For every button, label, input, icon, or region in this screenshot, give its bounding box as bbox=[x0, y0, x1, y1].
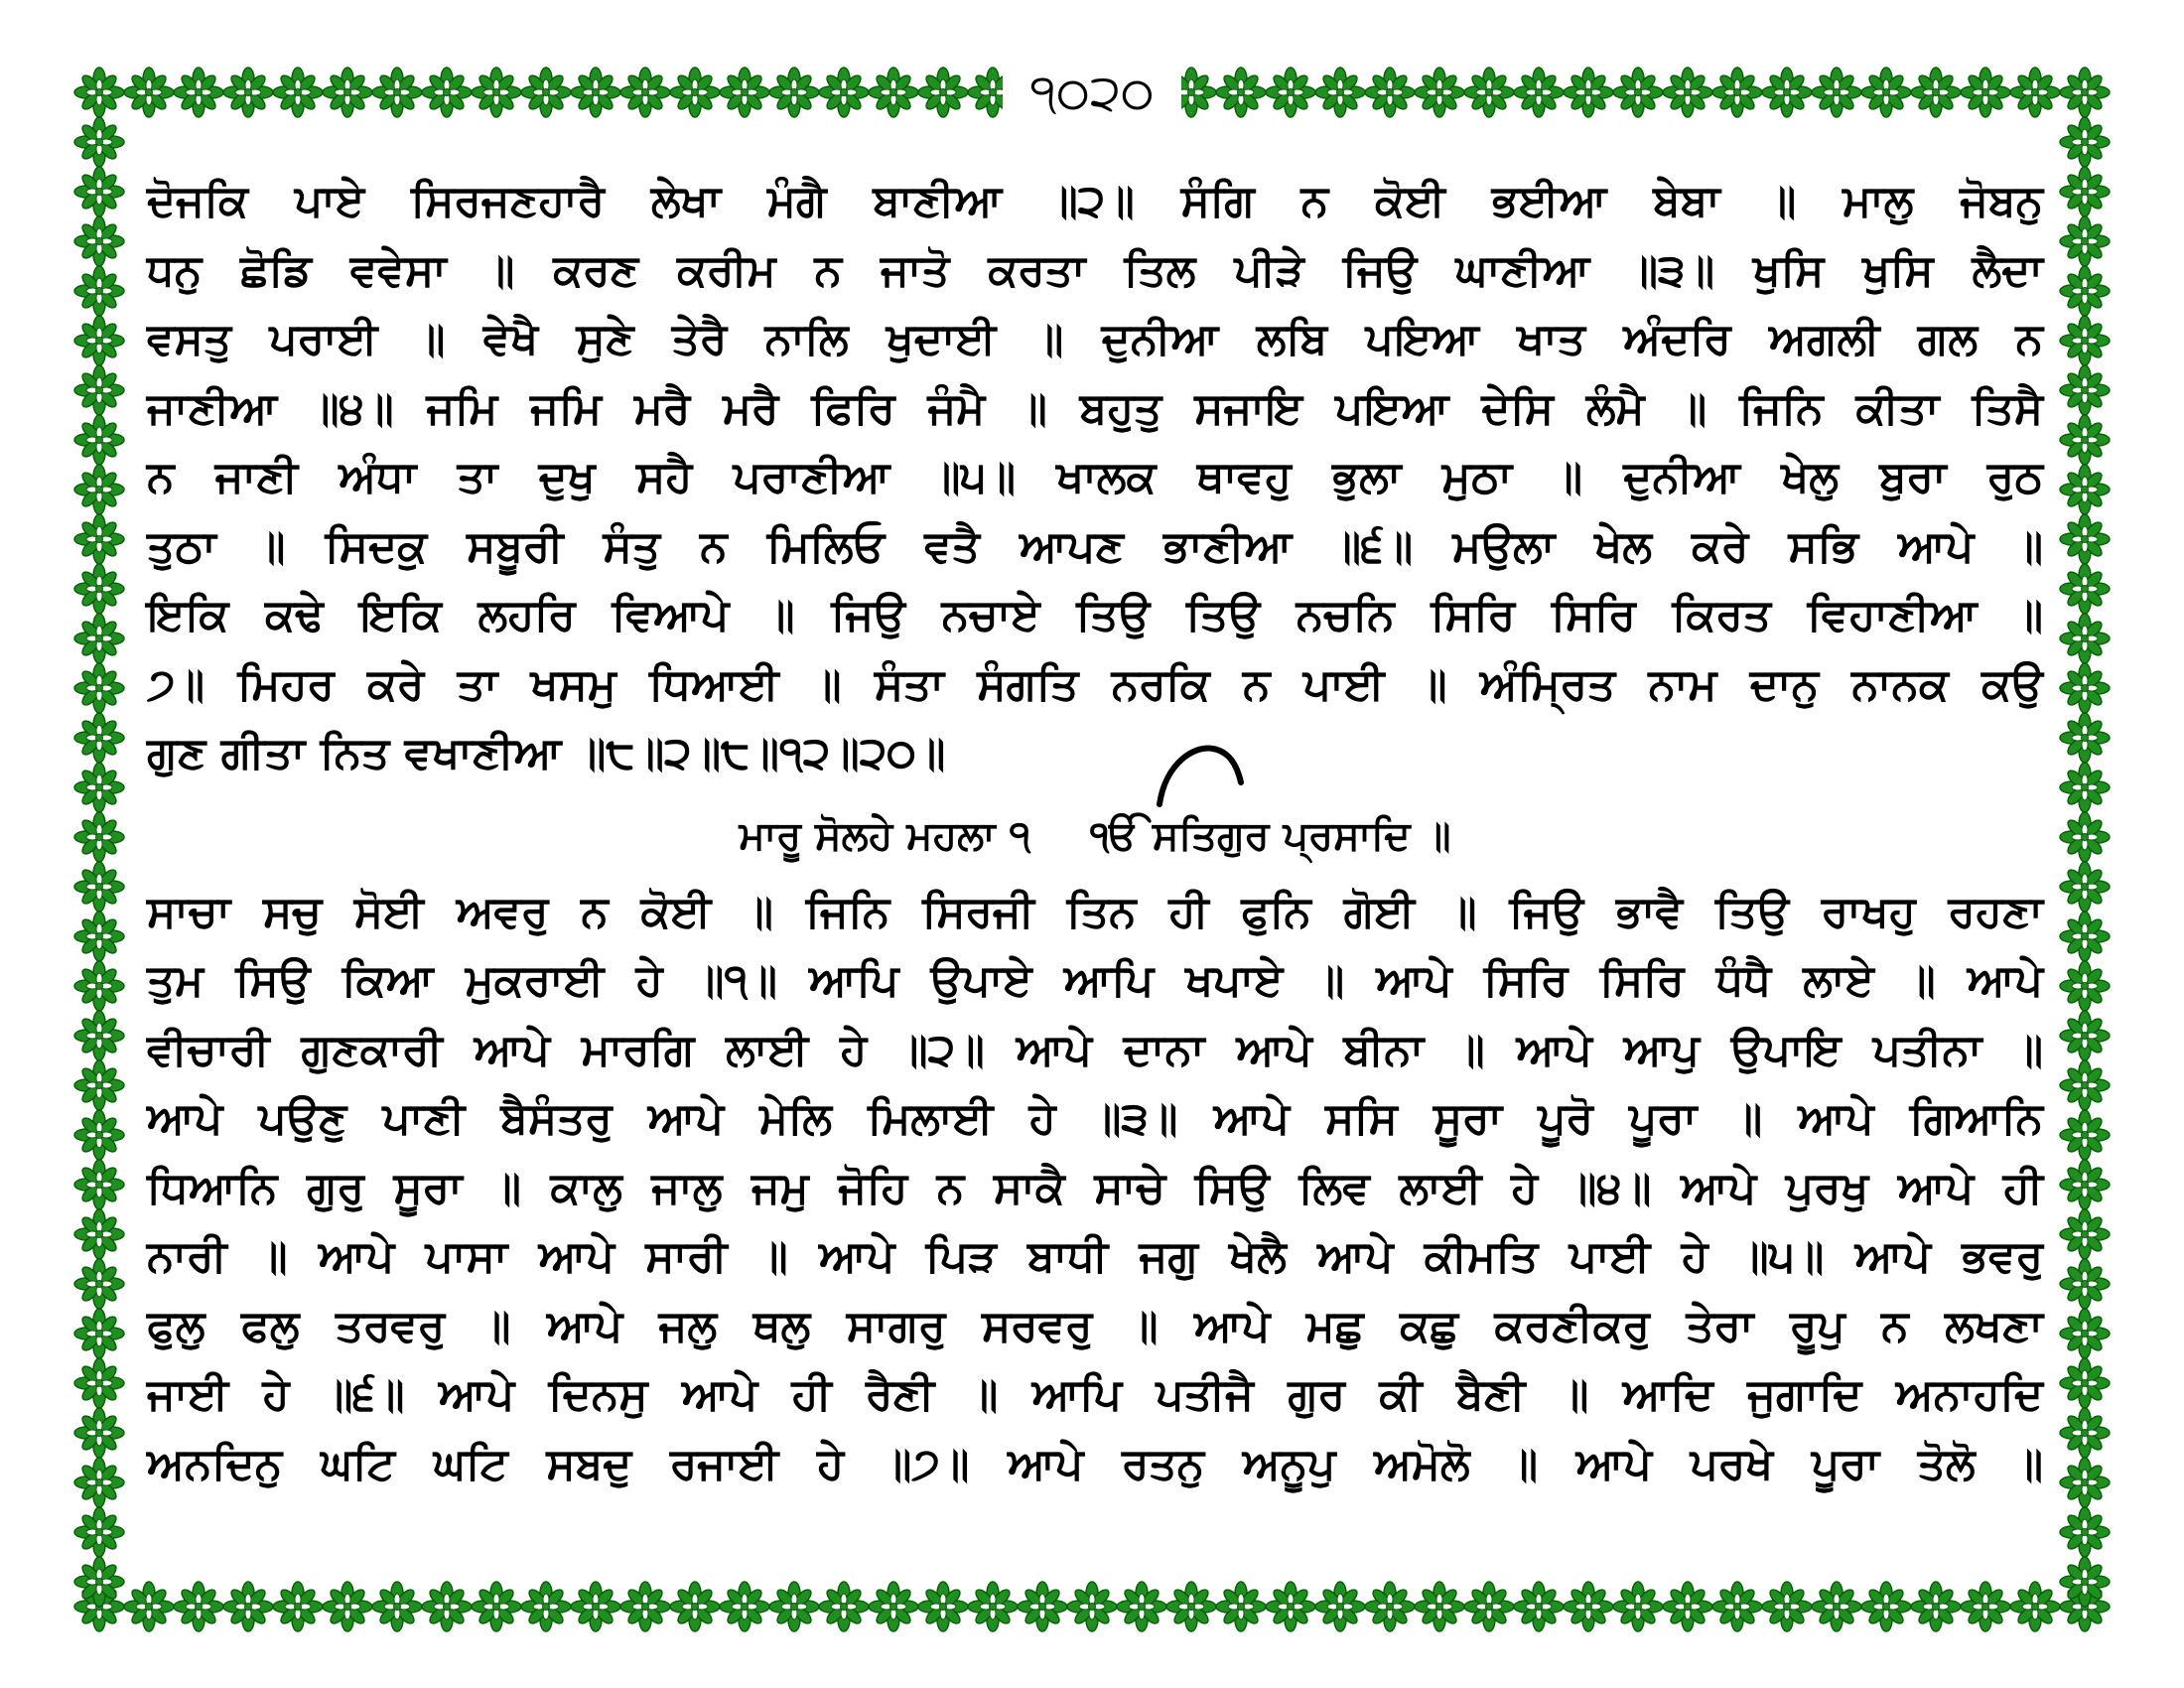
flower-ornament bbox=[2060, 1557, 2110, 1607]
flower-ornament bbox=[670, 68, 720, 117]
flower-ornament bbox=[2060, 415, 2110, 465]
flower-ornament bbox=[1415, 1582, 1464, 1631]
flower-ornament bbox=[521, 1582, 571, 1631]
flower-ornament bbox=[1911, 1582, 1961, 1631]
flower-ornament bbox=[2060, 961, 2110, 1011]
flower-ornament bbox=[1663, 68, 1712, 117]
raag-heading: ਮਾਰੂ ਸੋਲਹੇ ਮਹਲਾ ੧ bbox=[739, 812, 1031, 859]
flower-ornament bbox=[2060, 1110, 2110, 1160]
flower-ornament bbox=[1216, 1582, 1266, 1631]
flower-ornament bbox=[1166, 1582, 1216, 1631]
text-line: ਜਾਣੀਆ ॥੪॥ ਜਮਿ ਜਮਿ ਮਰੈ ਮਰੈ ਫਿਰਿ ਜੰਮੈ ॥ ਬਹੁਤੁ ਸਜਾਇ ਪਇਆ ਦੇਸਿ ਲੰਮੈ ॥ ਜਿਨਿ ਕੀਤਾ ਤਿਸੈ bbox=[147, 382, 2043, 434]
text-line: ਗੁਣ ਗੀਤਾ ਨਿਤ ਵਖਾਣੀਆ ॥੮॥੨॥੮॥੧੨॥੨੦॥ bbox=[147, 728, 946, 778]
flower-ornament bbox=[74, 1408, 124, 1458]
flower-ornament bbox=[372, 68, 422, 117]
flower-ornament bbox=[74, 1557, 124, 1607]
section-heading bbox=[147, 788, 2043, 878]
flower-ornament bbox=[2060, 614, 2110, 663]
page-number: ੧੦੨੦ bbox=[1003, 58, 1181, 127]
flower-ornament bbox=[2060, 912, 2110, 961]
flower-ornament bbox=[1315, 1582, 1365, 1631]
flower-ornament bbox=[2060, 713, 2110, 763]
flower-ornament bbox=[2060, 812, 2110, 862]
flower-ornament bbox=[2060, 1458, 2110, 1507]
flower-ornament bbox=[2060, 1011, 2110, 1060]
flower-ornament bbox=[1365, 1582, 1415, 1631]
flower-ornament bbox=[1464, 68, 1514, 117]
flower-ornament bbox=[2060, 266, 2110, 316]
flower-ornament bbox=[74, 117, 124, 167]
flower-ornament bbox=[74, 1358, 124, 1408]
flower-ornament bbox=[1315, 68, 1365, 117]
flower-ornament bbox=[74, 1060, 124, 1110]
flower-ornament bbox=[1961, 68, 2010, 117]
flower-ornament bbox=[174, 1582, 223, 1631]
flower-ornament bbox=[74, 862, 124, 912]
flower-ornament bbox=[819, 1582, 869, 1631]
text-line: ਤੁਠਾ ॥ ਸਿਦਕੁ ਸਬੂਰੀ ਸੰਤੁ ਨ ਮਿਲਿਓ ਵਤੈ ਆਪਣ ਭਾਣੀਆ ॥੬॥ ਮਉਲਾ ਖੇਲ ਕਰੇ ਸਭਿ ਆਪੇ ॥ bbox=[147, 520, 2043, 572]
flower-ornament bbox=[74, 1011, 124, 1060]
flower-ornament bbox=[2010, 1582, 2060, 1631]
flower-ornament bbox=[74, 713, 124, 763]
flower-ornament bbox=[273, 68, 323, 117]
flower-ornament bbox=[74, 564, 124, 614]
flower-ornament bbox=[323, 1582, 372, 1631]
flower-ornament bbox=[1911, 68, 1961, 117]
flower-ornament bbox=[74, 68, 124, 117]
flower-ornament bbox=[2060, 167, 2110, 216]
flower-ornament bbox=[74, 514, 124, 564]
flower-ornament bbox=[74, 961, 124, 1011]
flower-ornament bbox=[74, 1458, 124, 1507]
flower-ornament bbox=[769, 68, 819, 117]
flower-ornament bbox=[124, 1582, 174, 1631]
flower-ornament bbox=[74, 465, 124, 514]
flower-ornament bbox=[1365, 68, 1415, 117]
text-line: ਨ ਜਾਣੀ ਅੰਧਾ ਤਾ ਦੁਖੁ ਸਹੈ ਪਰਾਣੀਆ ॥੫॥ ਖਾਲਕ ਥਾਵਹੁ ਭੁਲਾ ਮੁਠਾ ॥ ਦੁਨੀਆ ਖੇਲੁ ਬੁਰਾ ਰੁਠ bbox=[147, 452, 2043, 502]
flower-ornament bbox=[1663, 1582, 1712, 1631]
flower-ornament bbox=[1861, 68, 1911, 117]
flower-ornament bbox=[2060, 1259, 2110, 1309]
flower-ornament bbox=[1961, 1582, 2010, 1631]
flower-ornament bbox=[819, 68, 869, 117]
text-line: ਵੀਚਾਰੀ ਗੁਣਕਾਰੀ ਆਪੇ ਮਾਰਗਿ ਲਾਈ ਹੇ ॥੨॥ ਆਪੇ ਦਾਨਾ ਆਪੇ ਬੀਨਾ ॥ ਆਪੇ ਆਪੁ ਉਪਾਇ ਪਤੀਨਾ ॥ bbox=[147, 1024, 2043, 1075]
flower-ornament bbox=[372, 1582, 422, 1631]
flower-ornament bbox=[1117, 1582, 1166, 1631]
text-line: ਵਸਤੁ ਪਰਾਈ ॥ ਵੇਖੈ ਸੁਣੇ ਤੇਰੈ ਨਾਲਿ ਖੁਦਾਈ ॥ ਦੁਨੀਆ ਲਬਿ ਪਇਆ ਖਾਤ ਅੰਦਰਿ ਅਗਲੀ ਗਲ ਨ bbox=[147, 314, 2043, 364]
flower-ornament bbox=[1861, 1582, 1911, 1631]
text-line: ੭॥ ਮਿਹਰ ਕਰੇ ਤਾ ਖਸਮੁ ਧਿਆਈ ॥ ਸੰਤਾ ਸੰਗਤਿ ਨਰਕਿ ਨ ਪਾਈ ॥ ਅੰਮ੍ਰਿਤ ਨਾਮ ਦਾਨੁ ਨਾਨਕ ਕਉ bbox=[147, 658, 2043, 710]
flower-ornament bbox=[74, 415, 124, 465]
flower-ornament bbox=[472, 68, 521, 117]
flower-ornament bbox=[1514, 1582, 1564, 1631]
flower-ornament bbox=[1762, 1582, 1812, 1631]
flower-ornament bbox=[223, 68, 273, 117]
flower-ornament bbox=[1514, 68, 1564, 117]
flower-ornament bbox=[2060, 564, 2110, 614]
flower-ornament bbox=[74, 1259, 124, 1309]
flower-ornament bbox=[2060, 1060, 2110, 1110]
flower-ornament bbox=[571, 68, 620, 117]
text-line: ਆਪੇ ਪਉਣੁ ਪਾਣੀ ਬੈਸੰਤਰੁ ਆਪੇ ਮੇਲਿ ਮਿਲਾਈ ਹੇ ॥੩॥ ਆਪੇ ਸਸਿ ਸੂਰਾ ਪੂਰੋ ਪੂਰਾ ॥ ਆਪੇ ਗਿਆਨਿ bbox=[147, 1093, 2043, 1144]
flower-ornament bbox=[620, 68, 670, 117]
flower-ornament bbox=[2060, 763, 2110, 812]
flower-ornament bbox=[2060, 1507, 2110, 1557]
flower-ornament bbox=[74, 812, 124, 862]
text-line: ਦੋਜਕਿ ਪਾਏ ਸਿਰਜਣਹਾਰੈ ਲੇਖਾ ਮੰਗੈ ਬਾਣੀਆ ॥੨॥ ਸੰਗਿ ਨ ਕੋਈ ਭਈਆ ਬੇਬਾ ॥ ਮਾਲੁ ਜੋਬਨੁ bbox=[147, 176, 2043, 226]
flower-ornament bbox=[720, 68, 769, 117]
flower-ornament bbox=[2010, 68, 2060, 117]
text-line: ਨਾਰੀ ॥ ਆਪੇ ਪਾਸਾ ਆਪੇ ਸਾਰੀ ॥ ਆਪੇ ਪਿੜ ਬਾਧੀ ਜਗੁ ਖੇਲੈ ਆਪੇ ਕੀਮਤਿ ਪਾਈ ਹੇ ॥੫॥ ਆਪੇ ਭਵਰੁ bbox=[147, 1231, 2043, 1282]
text-line: ਅਨਦਿਨੁ ਘਟਿ ਘਟਿ ਸਬਦੁ ਰਜਾਈ ਹੇ ॥੭॥ ਆਪੇ ਰਤਨੁ ਅਨੂਪੁ ਅਮੋਲੋ ॥ ਆਪੇ ਪਰਖੇ ਪੂਰਾ ਤੋਲੋ ॥ bbox=[147, 1438, 2043, 1489]
flower-ornament bbox=[273, 1582, 323, 1631]
flower-ornament bbox=[918, 68, 968, 117]
flower-ornament bbox=[918, 1582, 968, 1631]
flower-ornament bbox=[323, 68, 372, 117]
flower-ornament bbox=[2060, 1358, 2110, 1408]
flower-ornament bbox=[74, 216, 124, 266]
flower-ornament bbox=[1762, 68, 1812, 117]
flower-ornament bbox=[2060, 1309, 2110, 1358]
text-line: ਧਨੁ ਛੋਡਿ ਵਵੇਸਾ ॥ ਕਰਣ ਕਰੀਮ ਨ ਜਾਤੋ ਕਰਤਾ ਤਿਲ ਪੀੜੇ ਜਿਉ ਘਾਣੀਆ ॥੩॥ ਖੁਸਿ ਖੁਸਿ ਲੈਦਾ bbox=[147, 244, 2043, 296]
flower-ornament bbox=[1067, 1582, 1117, 1631]
flower-ornament bbox=[2060, 1209, 2110, 1259]
text-line: ਸਾਚਾ ਸਚੁ ਸੋਈ ਅਵਰੁ ਨ ਕੋਈ ॥ ਜਿਨਿ ਸਿਰਜੀ ਤਿਨ ਹੀ ਫੁਨਿ ਗੋਈ ॥ ਜਿਉ ਭਾਵੈ ਤਿਉ ਰਾਖਹੁ ਰਹਣਾ bbox=[147, 886, 2043, 937]
flower-ornament bbox=[571, 1582, 620, 1631]
flower-ornament bbox=[1712, 1582, 1762, 1631]
flower-ornament bbox=[74, 266, 124, 316]
flower-ornament bbox=[1415, 68, 1464, 117]
flower-ornament bbox=[74, 1110, 124, 1160]
text-line: ਤੁਮ ਸਿਉ ਕਿਆ ਮੁਕਰਾਈ ਹੇ ॥੧॥ ਆਪਿ ਉਪਾਏ ਆਪਿ ਖਪਾਏ ॥ ਆਪੇ ਸਿਰਿ ਸਿਰਿ ਧੰਧੈ ਲਾਏ ॥ ਆਪੇ bbox=[147, 955, 2043, 1006]
text-line: ਧਿਆਨਿ ਗੁਰੁ ਸੂਰਾ ॥ ਕਾਲੁ ਜਾਲੁ ਜਮੁ ਜੋਹਿ ਨ ਸਾਕੈ ਸਾਚੇ ਸਿਉ ਲਿਵ ਲਾਈ ਹੇ ॥੪॥ ਆਪੇ ਪੁਰਖੁ ਆਪੇ ਹੀ bbox=[147, 1162, 2043, 1213]
flower-ornament bbox=[124, 68, 174, 117]
flower-ornament bbox=[1266, 68, 1315, 117]
flower-ornament bbox=[670, 1582, 720, 1631]
flower-ornament bbox=[1812, 68, 1861, 117]
flower-ornament bbox=[74, 1160, 124, 1209]
flower-ornament bbox=[1564, 68, 1613, 117]
text-line: ਜਾਈ ਹੇ ॥੬॥ ਆਪੇ ਦਿਨਸੁ ਆਪੇ ਹੀ ਰੈਣੀ ॥ ਆਪਿ ਪਤੀਜੈ ਗੁਰ ਕੀ ਬੈਣੀ ॥ ਆਦਿ ਜੁਗਾਦਿ ਅਨਾਹਦਿ bbox=[147, 1369, 2043, 1420]
flower-ornament bbox=[2060, 862, 2110, 912]
flower-ornament bbox=[2060, 316, 2110, 365]
flower-ornament bbox=[1712, 68, 1762, 117]
flower-ornament bbox=[74, 912, 124, 961]
flower-ornament bbox=[968, 1582, 1018, 1631]
text-line: ਇਕਿ ਕਢੇ ਇਕਿ ਲਹਰਿ ਵਿਆਪੇ ॥ ਜਿਉ ਨਚਾਏ ਤਿਉ ਤਿਉ ਨਚਨਿ ਸਿਰਿ ਸਿਰਿ ਕਿਰਤ ਵਿਹਾਣੀਆ ॥ bbox=[147, 590, 2043, 640]
flower-ornament bbox=[1564, 1582, 1613, 1631]
flower-ornament bbox=[620, 1582, 670, 1631]
mool-mantar-heading: ੴ ਸਤਿਗੁਰ ਪ੍ਰਸਾਦਿ ॥ bbox=[1090, 812, 1451, 859]
flower-ornament bbox=[74, 167, 124, 216]
flower-ornament bbox=[1613, 1582, 1663, 1631]
flower-ornament bbox=[2060, 1160, 2110, 1209]
flower-ornament bbox=[869, 68, 918, 117]
flower-ornament bbox=[2060, 117, 2110, 167]
flower-ornament bbox=[2060, 1408, 2110, 1458]
flower-ornament bbox=[720, 1582, 769, 1631]
text-line: ਫੁਲੁ ਫਲੁ ਤਰਵਰੁ ॥ ਆਪੇ ਜਲੁ ਥਲੁ ਸਾਗਰੁ ਸਰਵਰੁ ॥ ਆਪੇ ਮਛੁ ਕਛੁ ਕਰਣੀਕਰੁ ਤੇਰਾ ਰੂਪੁ ਨ ਲਖਣਾ bbox=[147, 1300, 2043, 1351]
flower-ornament bbox=[2060, 68, 2110, 117]
flower-ornament bbox=[2060, 365, 2110, 415]
flower-ornament bbox=[422, 1582, 472, 1631]
flower-ornament bbox=[1464, 1582, 1514, 1631]
flower-ornament bbox=[74, 365, 124, 415]
flower-ornament bbox=[2060, 216, 2110, 266]
flower-ornament bbox=[2060, 514, 2110, 564]
flower-ornament bbox=[74, 1209, 124, 1259]
flower-ornament bbox=[74, 1309, 124, 1358]
flower-ornament bbox=[521, 68, 571, 117]
flower-ornament bbox=[74, 763, 124, 812]
flower-ornament bbox=[1216, 68, 1266, 117]
flower-ornament bbox=[174, 68, 223, 117]
flower-ornament bbox=[472, 1582, 521, 1631]
scripture-text bbox=[147, 167, 2043, 1498]
flower-ornament bbox=[1812, 1582, 1861, 1631]
flower-ornament bbox=[74, 663, 124, 713]
flower-ornament bbox=[769, 1582, 819, 1631]
flower-ornament bbox=[869, 1582, 918, 1631]
flower-ornament bbox=[74, 1507, 124, 1557]
flower-ornament bbox=[2060, 663, 2110, 713]
flower-ornament bbox=[74, 614, 124, 663]
flower-ornament bbox=[422, 68, 472, 117]
flower-ornament bbox=[74, 316, 124, 365]
flower-ornament bbox=[1018, 1582, 1067, 1631]
flower-ornament bbox=[223, 1582, 273, 1631]
flower-ornament bbox=[1266, 1582, 1315, 1631]
flower-ornament bbox=[2060, 465, 2110, 514]
flower-ornament bbox=[1613, 68, 1663, 117]
